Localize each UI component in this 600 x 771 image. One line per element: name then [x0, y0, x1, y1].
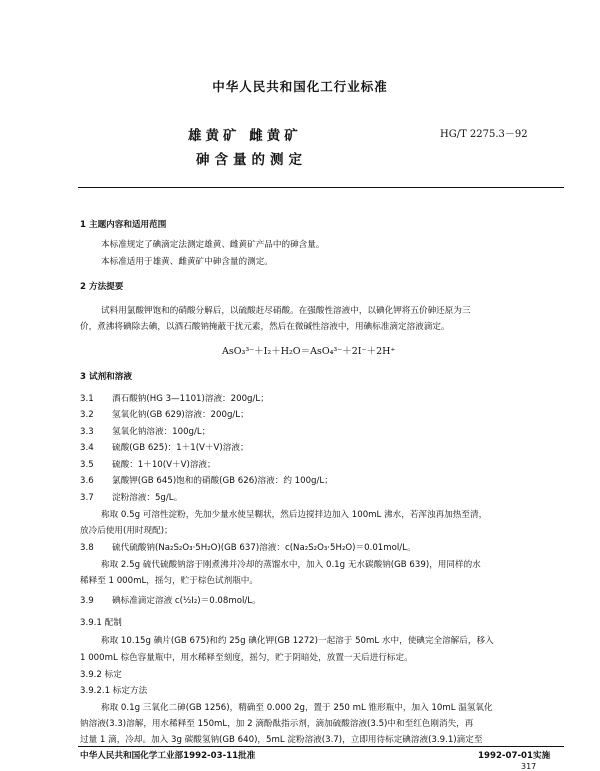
section-1-title: 1 主题内容和适用范围 [80, 220, 167, 230]
paragraph: 称取 0.1g 三氧化二砷(GB 1256)，精确至 0.000 2g，置于 250 mL 锥形瓶中，加入 10mL 温氢氧化 [101, 703, 493, 713]
item-text: 氯酸钾(GB 645)饱和的硝酸(GB 626)溶液：约 100g/L； [112, 476, 333, 486]
paragraph: 过量 1 滴，冷却。加入 3g 碳酸氢钠(GB 640)，5mL 淀粉溶液(3.7)，立即用待标定碘溶液(3.9.1)滴定至 [80, 735, 483, 745]
item-number: 3.6 [80, 476, 94, 486]
item-number: 3.5 [80, 460, 94, 470]
paragraph: 称取 0.5g 可溶性淀粉，先加少量水使呈糊状，然后边搅拌边加入 100mL 沸水，若浑浊再加热至清， [101, 510, 488, 520]
paragraph: 价，煮沸将碘除去碘，以酒石酸钠掩蔽干扰元素，然后在微碱性溶液中，用碘标准滴定溶液滴定。 [80, 322, 450, 332]
item-text: 碘标准滴定溶液 c(½I₂)＝0.08mol/L。 [112, 596, 261, 606]
subsection-title: 3.9.1 配制 [80, 618, 122, 628]
paragraph: 试料用氯酸钾饱和的硝酸分解后，以硫酸赶尽硝酸。在强酸性溶液中，以碘化钾将五价砷还原为三 [101, 306, 471, 316]
paragraph: 称取 10.15g 碘片(GB 675)和约 25g 碘化钾(GB 1272)一起溶于 50mL 水中，使碘完全溶解后，移入 [101, 636, 494, 646]
paragraph: 钠溶液(3.3)溶解，用水稀释至 150mL，加 2 滴酚酞指示剂，滴加硫酸溶液(3.5)中和至红色刚消失，再 [80, 719, 474, 729]
item-number: 3.3 [80, 427, 94, 437]
subsection-title: 3.9.2 标定 [80, 670, 122, 680]
item-number: 3.1 [80, 394, 94, 404]
approval-date: 中华人民共和国化学工业部1992-03-11批准 [80, 751, 256, 761]
page-number: 317 [521, 762, 537, 771]
item-number: 3.7 [80, 493, 94, 503]
subsection-title: 3.9.2.1 标定方法 [80, 686, 148, 696]
paragraph: 称取 2.5g 硫代硫酸钠溶于刚煮沸并冷却的蒸馏水中，加入 0.1g 无水碳酸钠(GB 639)，用同样的水 [101, 560, 481, 570]
item-number: 3.9 [80, 596, 94, 606]
title-line-1: 雄黄矿 雌黄矿 [188, 128, 302, 144]
item-number: 3.2 [80, 410, 94, 420]
item-text: 氢氧化钠溶液：100g/L； [112, 427, 211, 437]
section-2-title: 2 方法提要 [80, 282, 124, 292]
paragraph: 放冷后使用(用时现配)； [80, 526, 173, 536]
paragraph: 本标准规定了碘滴定法测定雄黄、雌黄矿产品中的砷含量。 [101, 240, 325, 250]
implementation-date: 1992-07-01实施 [478, 751, 551, 761]
standard-type: 中华人民共和国化工行业标准 [212, 79, 388, 94]
footer-rule [78, 746, 564, 747]
section-3-title: 3 试剂和溶液 [80, 372, 132, 382]
item-number: 3.4 [80, 443, 94, 453]
paragraph: 1 000mL 棕色容量瓶中，用水稀释至刻度，摇匀，贮于阴暗处，放置一天后进行标定。 [80, 653, 413, 663]
standard-code: HG/T 2275.3－92 [440, 129, 528, 140]
title-line-2: 砷含量的测定 [196, 152, 307, 168]
item-text: 硫代硫酸钠(Na₂S₂O₃·5H₂O)(GB 637)溶液：c(Na₂S₂O₃·5H₂O)＝0.01mol/L。 [112, 543, 416, 553]
item-text: 酒石酸钠(HG 3—1101)溶液：200g/L； [112, 394, 269, 404]
item-text: 氢氧化钠(GB 629)溶液：200g/L； [112, 410, 249, 420]
paragraph: 稀释至 1 000mL，摇匀，贮于棕色试剂瓶中。 [80, 576, 258, 586]
item-text: 淀粉溶液：5g/L。 [112, 493, 183, 503]
paragraph: 本标准适用于雄黄、雌黄矿中砷含量的测定。 [101, 257, 273, 267]
reaction-formula: AsO₃³⁻＋I₂＋H₂O＝AsO₄³⁻＋2I⁻＋2H⁺ [222, 346, 396, 357]
item-text: 硫酸：1＋10(V＋V)溶液； [112, 460, 216, 470]
header-rule [78, 187, 564, 188]
item-text: 硫酸(GB 625)：1＋1(V＋V)溶液； [112, 443, 249, 453]
item-number: 3.8 [80, 543, 94, 553]
